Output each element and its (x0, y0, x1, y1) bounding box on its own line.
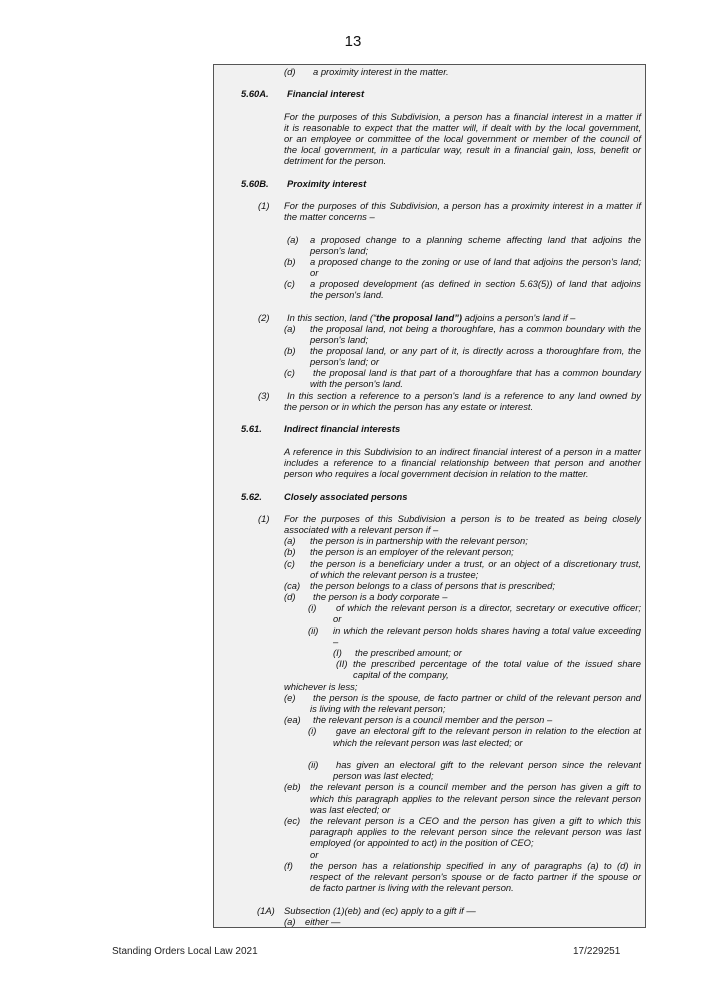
para-label: (a) (284, 916, 296, 927)
subpara-text: – (333, 636, 339, 647)
body-line: detriment for the person. (284, 155, 387, 166)
subsection-label: (1) (258, 513, 270, 524)
footer-title: Standing Orders Local Law 2021 (112, 946, 258, 957)
subsection-label: (3) (258, 390, 270, 401)
body-fragment: In this section, land (“ (287, 312, 377, 323)
subpara-text: has given an electoral gift to the relevant person since the relevant (336, 759, 641, 770)
body-line: includes a reference to a financial relationship between that person and another (284, 457, 641, 468)
para-text: paragraph applies to the relevant person since the relevant person was last (310, 826, 641, 837)
subpara-label: (ii) (308, 625, 319, 636)
para-text: which this paragraph applies to the relevant person since the relevant person (310, 793, 641, 804)
section-heading: Indirect financial interests (284, 423, 401, 434)
para-label: (c) (284, 367, 295, 378)
section-heading: Closely associated persons (284, 491, 408, 502)
body-line: whichever is less; (284, 681, 358, 692)
subpara-text: in which the relevant person holds shares having a total value exceeding (333, 625, 641, 636)
body-line: the matter concerns – (284, 211, 375, 222)
clause-label: (I) (333, 647, 342, 658)
subpara-text: or (333, 613, 342, 624)
body-line: In this section a reference to a person's land is a reference to any land owned by (287, 390, 641, 401)
para-text: the person is a body corporate – (313, 591, 448, 602)
clause-text: the prescribed percentage of the total value of the issued share (353, 658, 641, 669)
para-text: the person is in partnership with the relevant person; (310, 535, 528, 546)
body-line: person who requires a local government decision in relation to the matter. (284, 468, 589, 479)
body-line: the local government, in a particular way, result in a financial gain, loss, benefit or (284, 144, 641, 155)
para-label: (c) (284, 278, 295, 289)
para-label: (b) (284, 546, 296, 557)
para-text: the relevant person is a CEO and the person has given a gift to which this (310, 815, 641, 826)
subsection-label: (2) (258, 312, 270, 323)
para-text: the person is an employer of the relevant person; (310, 546, 514, 557)
para-text: person's land; or (310, 356, 380, 367)
footer-reference: 17/229251 (573, 946, 621, 957)
para-text: the proposal land, or any part of it, is directly across a thoroughfare from, the (310, 345, 641, 356)
para-label: (b) (284, 345, 296, 356)
para-label: (ca) (284, 580, 301, 591)
para-text: the proposal land is that part of a thoroughfare that has a common boundary (313, 367, 641, 378)
subpara-label: (i) (308, 602, 317, 613)
body-line (287, 312, 575, 323)
section-heading: Proximity interest (287, 178, 367, 189)
para-label: (a) (284, 323, 296, 334)
para-text: with the person's land. (310, 378, 403, 389)
para-label: (b) (284, 256, 296, 267)
para-text: was last elected; or (310, 804, 391, 815)
para-label: (eb) (284, 781, 301, 792)
para-text: employed (or appointed to act) in the position of CEO; (310, 837, 534, 848)
body-line: it is reasonable to expect that the matter will, if dealt with by the local government, (284, 122, 641, 133)
body-line: or an employee or committee of the local government or member of the council of (284, 133, 641, 144)
section-number: 5.60A. (241, 88, 269, 99)
para-text: or (310, 849, 319, 860)
subpara-label: (i) (308, 725, 317, 736)
subpara-text: of which the relevant person is a director, secretary or executive officer; (336, 602, 641, 613)
body-fragment: adjoins a person's land if – (462, 312, 576, 323)
para-label: (f) (284, 860, 293, 871)
para-text: person's land; (310, 334, 369, 345)
para-label: (e) (284, 692, 296, 703)
subpara-label: (ii) (308, 759, 319, 770)
page-number: 13 (344, 33, 362, 50)
para-label: (ea) (284, 714, 301, 725)
para-text: the relevant person is a council member and the person – (313, 714, 553, 725)
section-number: 5.62. (241, 491, 262, 502)
para-text: the person is the spouse, de facto partner or child of the relevant person and (313, 692, 641, 703)
body-line: A reference in this Subdivision to an indirect financial interest of a person in a matter (284, 446, 641, 457)
para-text: or (310, 267, 319, 278)
para-text: the proposal land, not being a thoroughfare, has a common boundary with the (310, 323, 641, 334)
subpara-text: person was last elected; (333, 770, 434, 781)
para-label: (ec) (284, 815, 301, 826)
para-text: the person belongs to a class of persons that is prescribed; (310, 580, 555, 591)
clause-label: (II) (336, 658, 348, 669)
para-label: (d) (284, 66, 296, 77)
subpara-text: which the relevant person was last elected; or (333, 737, 523, 748)
para-text: respect of the relevant person's spouse or de facto partner if the spouse or (310, 871, 641, 882)
para-text: a proposed change to a planning scheme affecting land that adjoins the (310, 234, 641, 245)
body-line: For the purposes of this Subdivision a person is to be treated as being closely (284, 513, 641, 524)
body-line: Subsection (1)(eb) and (ec) apply to a gift if — (284, 905, 476, 916)
para-text: a proposed development (as defined in section 5.63(5)) of land that adjoins (310, 278, 641, 289)
clause-text: the prescribed amount; or (355, 647, 462, 658)
clause-text: capital of the company, (353, 669, 449, 680)
defined-term: the proposal land”) (376, 312, 463, 323)
para-text: of which the relevant person is a trustee; (310, 569, 479, 580)
para-text: the person has a relationship specified in any of paragraphs (a) to (d) in (310, 860, 641, 871)
section-heading: Financial interest (287, 88, 365, 99)
para-text: is living with the relevant person; (310, 703, 446, 714)
para-label: (a) (284, 535, 296, 546)
para-label: (d) (284, 591, 296, 602)
para-label: (c) (284, 558, 295, 569)
para-text: person's land; (310, 245, 369, 256)
para-label: (a) (287, 234, 299, 245)
subsection-label: (1A) (257, 905, 275, 916)
body-line: the person or in which the person has any estate or interest. (284, 401, 534, 412)
body-line: For the purposes of this Subdivision, a person has a proximity interest in a matter if (284, 200, 641, 211)
para-text: a proposed change to the zoning or use of land that adjoins the person's land; (310, 256, 641, 267)
body-line: associated with a relevant person if – (284, 524, 439, 535)
para-text: the relevant person is a council member and the person has given a gift to (310, 781, 641, 792)
body-line: For the purposes of this Subdivision, a person has a financial interest in a matter if (284, 111, 641, 122)
para-text: a proximity interest in the matter. (313, 66, 449, 77)
subsection-label: (1) (258, 200, 270, 211)
para-text: either — (305, 916, 341, 927)
subpara-text: gave an electoral gift to the relevant person in relation to the election at (336, 725, 641, 736)
para-text: the person is a beneficiary under a trust, or an object of a discretionary trust, (310, 558, 641, 569)
section-number: 5.60B. (241, 178, 269, 189)
section-number: 5.61. (241, 423, 262, 434)
para-text: the person's land. (310, 289, 384, 300)
para-text: de facto partner is living with the relevant person. (310, 882, 514, 893)
